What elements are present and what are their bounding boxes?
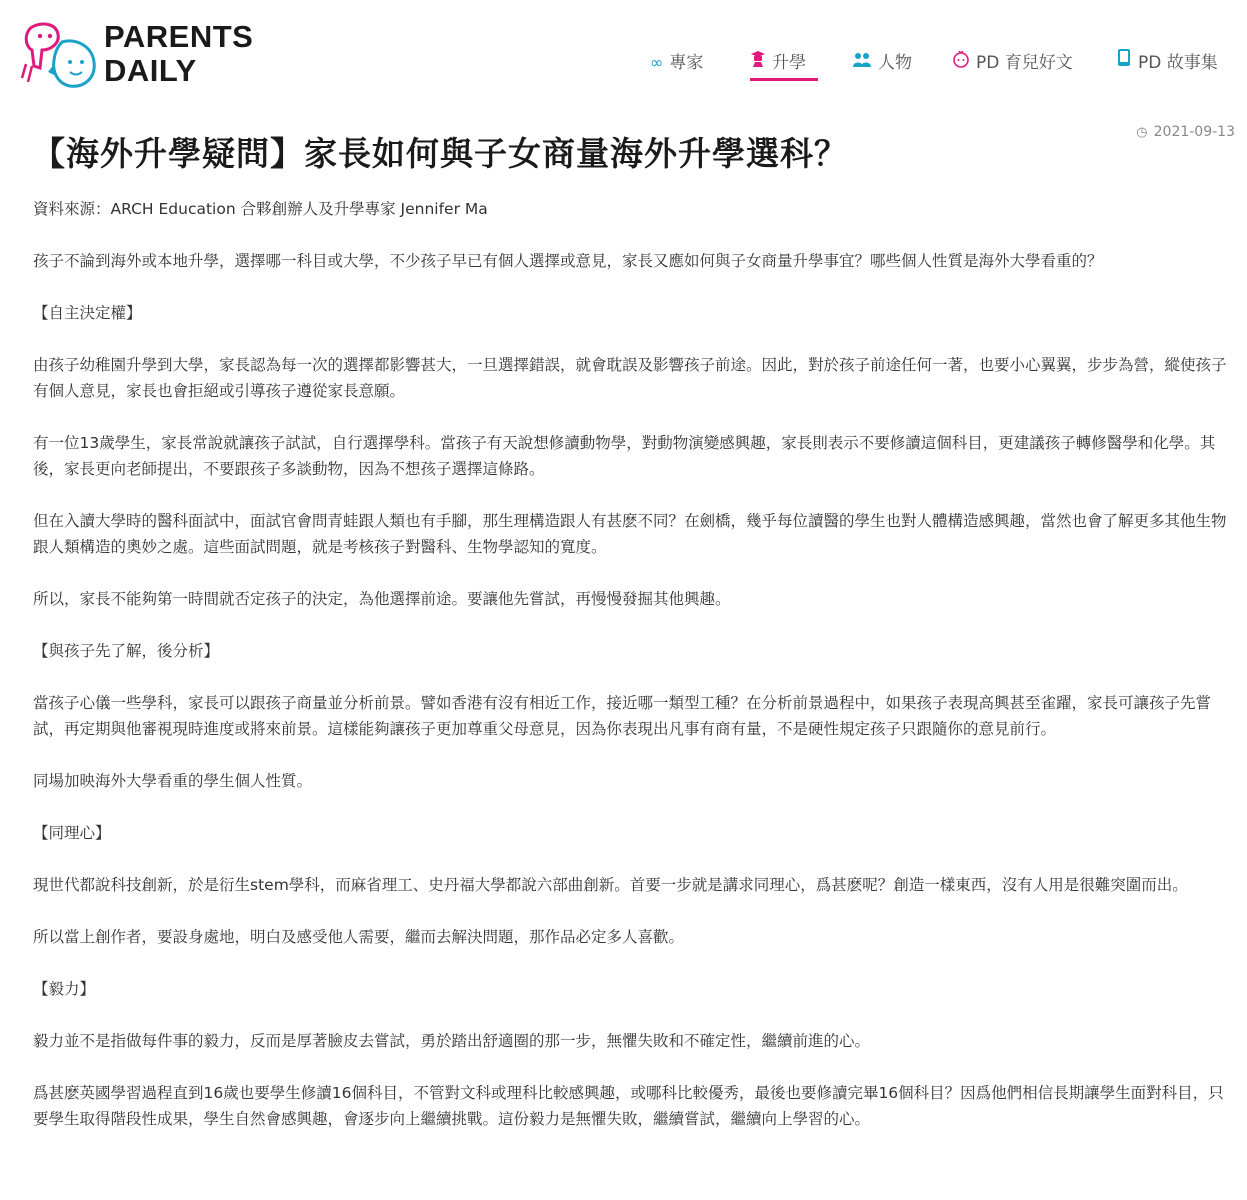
nav-label: PD 故事集: [1138, 53, 1218, 73]
paragraph: 由孩子幼稚園升學到大學，家長認為每一次的選擇都影響甚大，一旦選擇錯誤，就會耽誤及影響孩子前途。因此，對於孩子前途任何一著，也要小心翼翼，步步為營，縱使孩子有個人意見，家長也會拒絕或引導孩子遵從家長意願。: [33, 356, 1227, 400]
clock-icon: ◷: [1136, 125, 1148, 140]
paragraph: 毅力並不是指做每件事的毅力，反而是厚著臉皮去嘗試，勇於踏出舒適圈的那一步，無懼失敗和不確定性，繼續前進的心。: [33, 1032, 871, 1050]
nav-item-experts[interactable]: [650, 48, 703, 78]
nav-item-people[interactable]: [852, 48, 912, 78]
article-intro: 孩子不論到海外或本地升學，選擇哪一科目或大學，不少孩子早已有個人選擇或意見，家長又應如何與子女商量升學事宜？哪些個人性質是海外大學看重的？: [33, 252, 1103, 270]
section-heading: 【毅力】: [33, 980, 96, 998]
publish-date: [1136, 124, 1235, 140]
site-logo[interactable]: [20, 19, 254, 92]
nav-label: 人物: [878, 53, 912, 73]
nav-label: 升學: [772, 53, 806, 73]
paragraph: 同場加映海外大學看重的學生個人性質。: [33, 772, 313, 790]
logo-mascot-icon: [20, 20, 102, 92]
paragraph: 所以當上創作者，要設身處地，明白及感受他人需要，繼而去解決問題，那作品必定多人喜歡。: [33, 928, 685, 946]
article-title: 【海外升學疑問】家長如何與子女商量海外升學選科？: [32, 134, 848, 173]
graduation-cap-icon: [750, 48, 766, 78]
paragraph: 但在入讀大學時的醫科面試中，面試官會問青蛙跟人類也有手腳，那生理構造跟人有甚麽不同？在劍橋，幾乎每位讀醫的學生也對人體構造感興趣，當然也會了解更多其他生物跟人類構造的奧妙之處。這些面試問題，就是考核孩子對醫科、生物學認知的寬度。: [33, 512, 1227, 556]
nav-item-parenting-articles[interactable]: [952, 48, 1073, 78]
nav-item-education[interactable]: [750, 48, 818, 81]
people-icon: [852, 48, 872, 78]
paragraph: 爲甚麽英國學習過程直到16歲也要學生修讀16個科目，不管對文科或理科比較感興趣，或哪科比較優秀，最後也要修讀完畢16個科目？因爲他們相信長期讓學生面對科目，只要學生取得階段性成果，學生自然會感興趣，會逐步向上繼續挑戰。這份毅力是無懼失敗，繼續嘗試，繼續向上學習的心。: [33, 1084, 1224, 1128]
section-heading: 【與孩子先了解，後分析】: [33, 642, 220, 660]
baby-icon: [952, 48, 970, 78]
paragraph: 現世代都說科技創新，於是衍生stem學科，而麻省理工、史丹福大學都說六部曲創新。首要一步就是講求同理心，爲甚麽呢？創造一樣東西，沒有人用是很難突圍而出。: [33, 876, 1188, 894]
paragraph: 有一位13歲學生，家長常說就讓孩子試試，自行選擇學科。當孩子有天說想修讀動物學，對動物演變感興趣，家長則表示不要修讀這個科目，更建議孩子轉修醫學和化學。其後，家長更向老師提出，不要跟孩子多談動物，因為不想孩子選擇這條路。: [33, 434, 1216, 478]
paragraph: 所以，家長不能夠第一時間就否定孩子的決定，為他選擇前途。要讓他先嘗試，再慢慢發掘其他興趣。: [33, 590, 731, 608]
section-heading: 【同理心】: [33, 824, 111, 842]
nav-label: 專家: [669, 53, 704, 73]
book-icon: [1116, 48, 1132, 78]
logo-wordmark: [104, 20, 253, 88]
publish-date-value: 2021-09-13: [1153, 124, 1235, 140]
section-heading: 【自主決定權】: [33, 304, 142, 322]
logo-line-1: PARENTS: [104, 19, 254, 54]
infinity-icon: ∞: [650, 53, 664, 72]
article-source: 資料來源：ARCH Education 合夥創辦人及升學專家 Jennifer Ma: [33, 200, 488, 218]
nav-label: PD 育兒好文: [976, 53, 1073, 73]
nav-item-story-collection[interactable]: [1116, 48, 1218, 78]
paragraph: 當孩子心儀一些學科，家長可以跟孩子商量並分析前景。譬如香港有沒有相近工作，接近哪一類型工種？在分析前景過程中，如果孩子表現高興甚至雀躍，家長可讓孩子先嘗試，再定期與他審視現時進度或將來前景。這樣能夠讓孩子更加尊重父母意見，因為你表現出凡事有商有量，不是硬性規定孩子只跟隨你的意見前行。: [33, 694, 1212, 738]
logo-line-2: DAILY: [104, 53, 197, 88]
main-nav: [640, 48, 1227, 84]
article-body: [33, 196, 1238, 1158]
